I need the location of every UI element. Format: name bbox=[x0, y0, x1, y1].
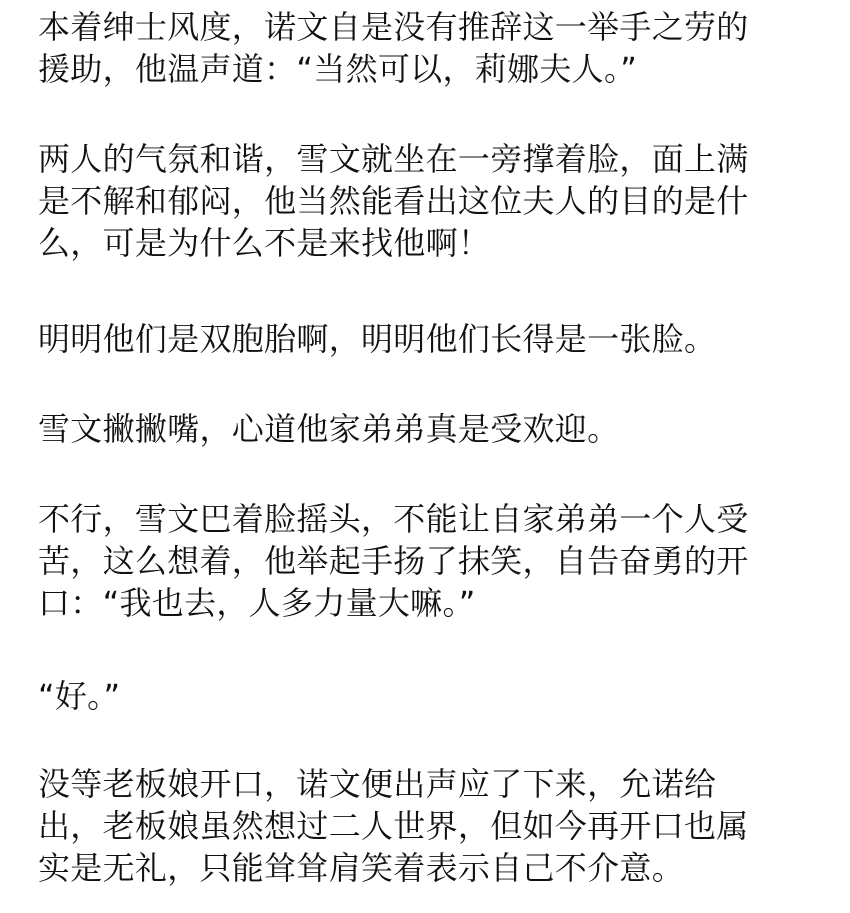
paragraph-4 bbox=[38, 408, 619, 450]
text-line: 本着绅士风度，诺文自是没有推辞这一举手之劳的 bbox=[38, 8, 749, 46]
text-line: 口：“我也去，人多力量大嘛。” bbox=[38, 584, 476, 622]
text-line: “好。” bbox=[38, 677, 121, 715]
text-line: 明明他们是双胞胎啊，明明他们长得是一张脸。 bbox=[38, 320, 717, 358]
text-line: 是不解和郁闷，他当然能看出这位夫人的目的是什 bbox=[38, 182, 749, 220]
text-line: 援助，他温声道：“当然可以，莉娜夫人。” bbox=[38, 50, 638, 88]
paragraph-1 bbox=[38, 6, 749, 90]
text-line: 没等老板娘开口，诺文便出声应了下来，允诺给 bbox=[38, 765, 717, 803]
text-line: 苦，这么想着，他举起手扬了抹笑，自告奋勇的开 bbox=[38, 542, 749, 580]
text-line: 出，老板娘虽然想过二人世界，但如今再开口也属 bbox=[38, 807, 749, 845]
text-line: 不行，雪文巴着脸摇头，不能让自家弟弟一个人受 bbox=[38, 500, 749, 538]
paragraph-2 bbox=[38, 138, 749, 264]
paragraph-7 bbox=[38, 763, 749, 889]
text-line: 雪文撇撇嘴，心道他家弟弟真是受欢迎。 bbox=[38, 410, 620, 448]
paragraph-6 bbox=[38, 675, 120, 717]
text-line: 两人的气氛和谐，雪文就坐在一旁撑着脸，面上满 bbox=[38, 140, 749, 178]
paragraph-5 bbox=[38, 498, 749, 624]
text-line: 么，可是为什么不是来找他啊！ bbox=[38, 224, 491, 262]
paragraph-3 bbox=[38, 318, 716, 360]
text-line: 实是无礼，只能耸耸肩笑着表示自己不介意。 bbox=[38, 849, 685, 887]
